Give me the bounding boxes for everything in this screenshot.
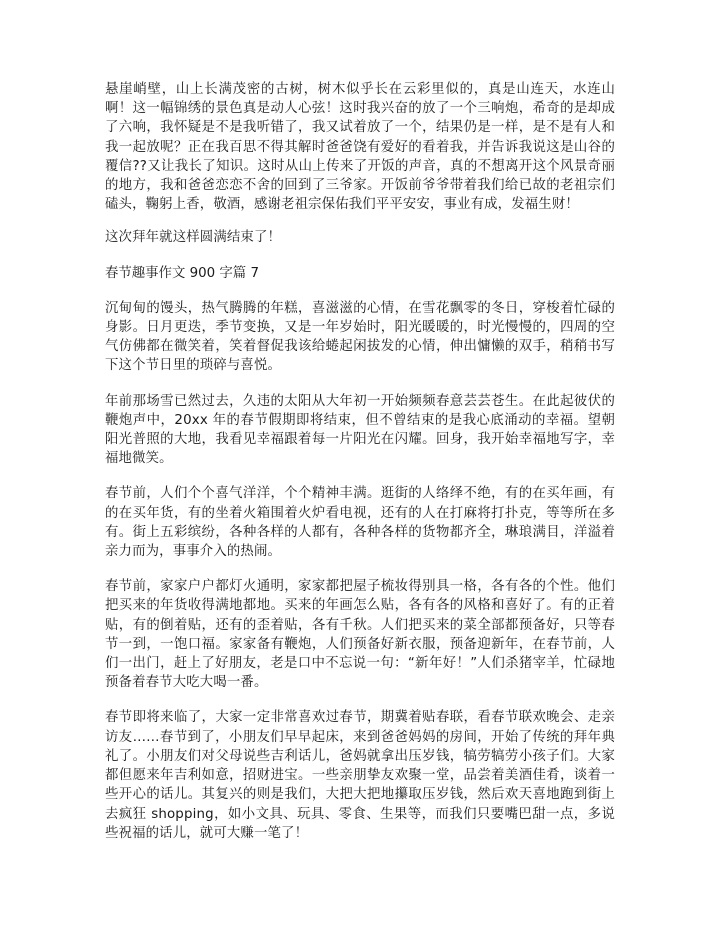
document-page xyxy=(105,80,615,843)
paragraph: 春节前，家家户户都灯火通明，家家都把屋子梳妆得别具一格，各有各的个性。他们把买来的年货收得满地都地。买来的年画怎么贴，各有各的风格和喜好了。有的正着贴，有的倒着贴，还有的歪着贴，各有千秋。人们把买来的菜全部都预备好，只等春节一到，一饱口福。家家备有鞭炮，人们预备好新衣服，预备迎新年，在春节前，人们一出门，赶上了好朋友，老是口中不忘说一句：“新年好！”人们杀猪宰羊，忙碌地预备着春节大吃大喝一番。 xyxy=(105,579,615,691)
paragraph: 这次拜年就这样圆满结束了！ xyxy=(105,230,282,246)
paragraph: 春节即将来临了，大家一定非常喜欢过春节，期冀着贴春联，看春节联欢晚会、走亲访友……春节到了，小朋友们早早起床，来到爸爸妈妈的房间，开始了传统的拜年典礼了。小朋友们对父母说些吉利话儿，爸妈就拿出压岁钱，犒劳犒劳小孩子们。大家都但愿来年吉利如意，招财进宝。一些亲朋挚友欢聚一堂，品尝着美酒佳肴，谈着一些开心的话儿。其复兴的则是我们，大把大把地攥取压岁钱，然后欢天喜地跑到街上去疯狂 shopping，如小文具、玩具、零食、生果等，而我们只要嘴巴甜一点，多说些祝福的话儿，就可大赚一笔了！ xyxy=(105,710,615,841)
paragraph: 年前那场雪已然过去，久违的太阳从大年初一开始频频春意芸芸苍生。在此起彼伏的鞭炮声中，20xx 年的春节假期即将结束，但不曾结束的是我心底涌动的幸福。望朝阳光普照的大地，我看见幸福跟着每一片阳光在闪耀。回身，我开始幸福地写字，幸福地微笑。 xyxy=(105,393,615,467)
paragraph: 悬崖峭壁，山上长满茂密的古树，树木似乎长在云彩里似的，真是山连天，水连山啊！这一幅锦绣的景色真是动人心弦！这时我兴奋的放了一个三响炮，希奇的是却成了六响，我怀疑是不是我听错了，我又试着放了一个，结果仍是一样，是不是有人和我一起放呢？正在我百思不得其解时爸爸饶有爱好的看着我，并告诉我说这是山谷的覆信??又让我长了知识。这时从山上传来了开饭的声音，真的不想离开这个风景奇丽的地方，我和爸爸恋恋不舍的回到了三爷家。开饭前爷爷带着我们给已故的老祖宗们磕头，鞠躬上香，敬酒，感谢老祖宗保佑我们平平安安，事业有成，发福生财！ xyxy=(105,82,615,213)
paragraph: 春节前，人们个个喜气洋洋，个个精神丰满。逛街的人络绎不绝，有的在买年画，有的在买年货，有的坐着火箱围着火炉看电视，还有的人在打麻将打扑克，等等所在多有。街上五彩缤纷，各种各样的人都有，各种各样的货物都齐全，琳琅满目，洋溢着亲力而为，事事介入的热闹。 xyxy=(105,486,615,560)
paragraph: 沉甸甸的馒头，热气腾腾的年糕，喜滋滋的心情，在雪花飘零的冬日，穿梭着忙碌的身影。日月更迭，季节变换，又是一年岁始时，阳光暖暖的，时光慢慢的，四周的空气仿佛都在微笑着，笑着督促我该给蜷起闲拔发的心情，伸出慵懒的双手，稍稍书写下这个节日里的琐碎与喜悦。 xyxy=(105,300,615,374)
section-heading: 春节趣事作文 900 字篇 7 xyxy=(105,265,259,281)
